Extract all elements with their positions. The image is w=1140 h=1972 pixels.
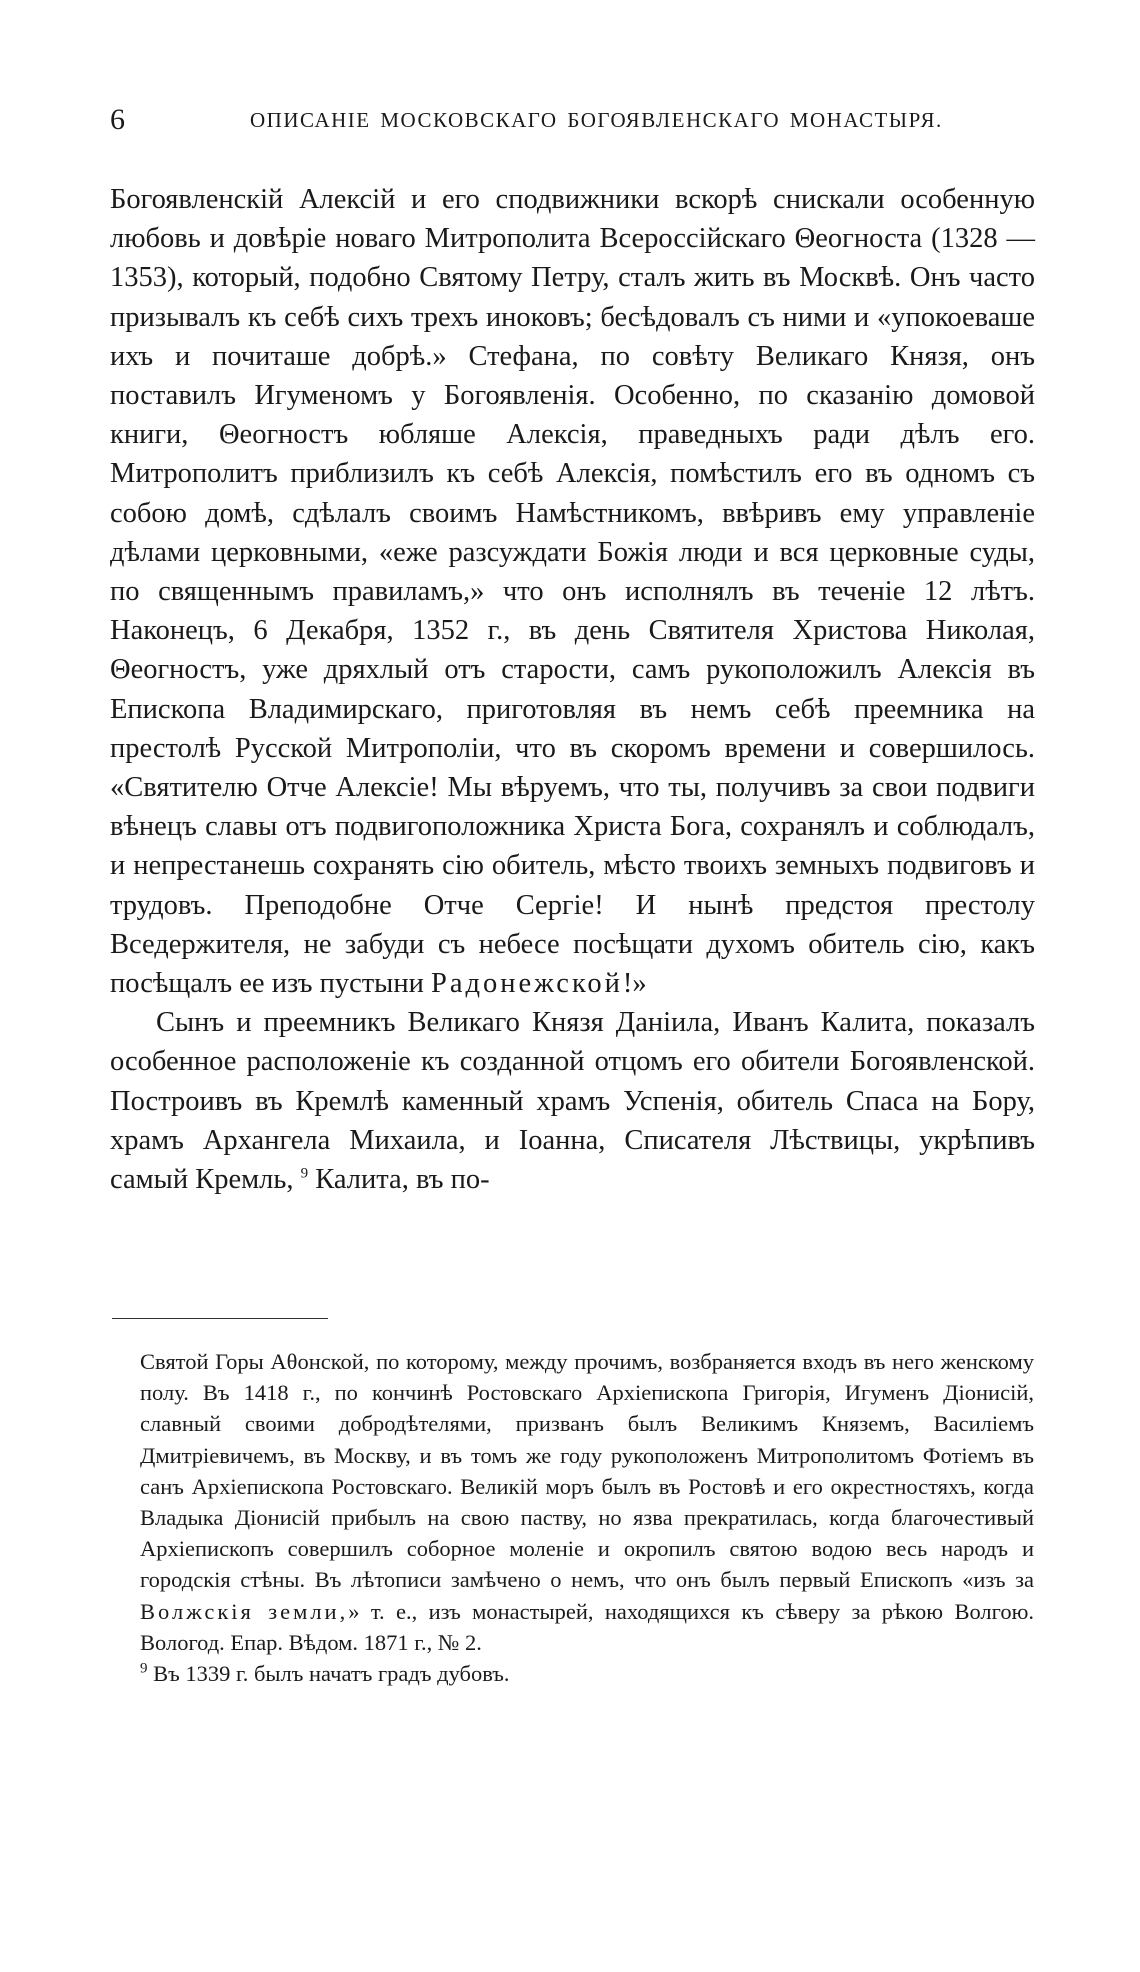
paragraph-1-spaced-word: Радонежской — [430, 968, 623, 1000]
paragraph-2-text-end: Калита, въ по- — [315, 1164, 490, 1196]
footnotes — [140, 1346, 1034, 1689]
footnote-spaced-phrase: Волжскія земли, — [140, 1598, 349, 1624]
footnote-9-mark: 9 — [140, 1660, 148, 1677]
footnote-continued-text: Святой Горы Аθонской, по которому, между прочимъ, возбраняется входъ въ него женскому полу. Въ 1418 г., по кончинѣ Ростовскаго Архіепископа Григорія, Игуменъ Діонисій, славный своими добродѣтелями, призванъ былъ Великимъ Княземъ, Василіемъ Дмитріевичемъ, въ Москву, и въ томъ же году рукоположенъ Митрополитомъ Фотіемъ въ санъ Архіепископа Ростовскаго. Великій моръ былъ въ Ростовѣ и его окрестностяхъ, когда Владыка Діонисій прибылъ на свою паству, но язва прекратилась, когда благочестивый Архіепископъ совершилъ соборное моленіе и окропилъ святою водою весь народъ и городскія стѣны. Въ лѣтописи замѣчено о немъ, что онъ былъ первый Епископъ «изъ за — [140, 1349, 1034, 1593]
paragraph-2-text: Сынъ и преемникъ Великаго Князя Даніила, Иванъ Калита, показалъ особенное расположеніе къ созданной отцомъ его обители Богоявленской. Построивъ въ Кремлѣ каменный храмъ Успенія, обитель Спаса на Бору, храмъ Архангела Михаила, и Іоанна, Списателя Лѣствицы, укрѣпивъ самый Кремль, — [110, 1007, 1035, 1196]
footnote-9-text: Въ 1339 г. былъ начатъ градъ дубовъ. — [153, 1661, 510, 1687]
footnote-9 — [140, 1658, 1034, 1689]
page-header — [110, 100, 1010, 140]
footnote-continued — [140, 1346, 1034, 1658]
main-text — [110, 180, 1035, 1199]
page-number: 6 — [110, 103, 125, 136]
footnote-divider — [112, 1318, 328, 1319]
paragraph-1-text: Богоявленскій Алексій и его сподвижники вскорѣ снискали особенную любовь и довѣріе новаго Митрополита Всероссійскаго Θеогноста (1328 — 1353), который, подобно Святому Петру, сталъ жить въ Москвѣ. Онъ часто призывалъ къ себѣ сихъ трехъ иноковъ; бесѣдовалъ съ ними и «упокоеваше ихъ и почиташе добрѣ.» Стефана, по совѣту Великаго Князя, онъ поставилъ Игуменомъ у Богоявленія. Особенно, по сказанію домовой книги, Θеогностъ юбляше Алексія, праведныхъ ради дѣлъ его. Митрополитъ приблизилъ къ себѣ Алексія, помѣстилъ его въ одномъ съ собою домѣ, сдѣлалъ своимъ Намѣстникомъ, ввѣривъ ему управленіе дѣлами церковными, «еже разсуждати Божія люди и вся церковные суды, по священнымъ правиламъ,» что онъ исполнялъ въ теченіе 12 лѣтъ. Наконецъ, 6 Декабря, 1352 г., въ день Святителя Христова Николая, Θеогностъ, уже дряхлый отъ старости, самъ рукоположилъ Алексія въ Епископа Владимирскаго, приготовляя въ немъ себѣ преемника на престолѣ Русской Митрополіи, что въ скоромъ времени и совершилось. «Святителю Отче Алексіе! Мы вѣруемъ, что ты, получивъ за свои подвиги вѣнецъ славы отъ подвигоположника Христа Бога, сохранялъ и соблюдалъ, и непрестанешь сохранять сію обитель, мѣсто твоихъ земныхъ подвиговъ и трудовъ. Преподобне Отче Сергіе! И нынѣ предстоя престолу Вседержителя, не забуди съ небесе посѣщати духомъ обитель сію, какъ посѣщалъ ее изъ пустыни — [110, 184, 1035, 1000]
footnote-continued-end: » т. е., изъ монастырей, находящихся къ сѣверу за рѣкою Волгою. Вологод. Епар. Вѣдом. 1871 г., № 2. — [140, 1598, 1035, 1655]
paragraph-1 — [110, 180, 1035, 1003]
running-title: ОПИСАНІЕ МОСКОВСКАГО БОГОЯВЛЕНСКАГО МОНАСТЫРЯ. — [250, 108, 943, 132]
paragraph-1-end: !» — [622, 968, 647, 1000]
paragraph-2 — [110, 1003, 1035, 1199]
footnote-reference-9: 9 — [300, 1165, 309, 1182]
